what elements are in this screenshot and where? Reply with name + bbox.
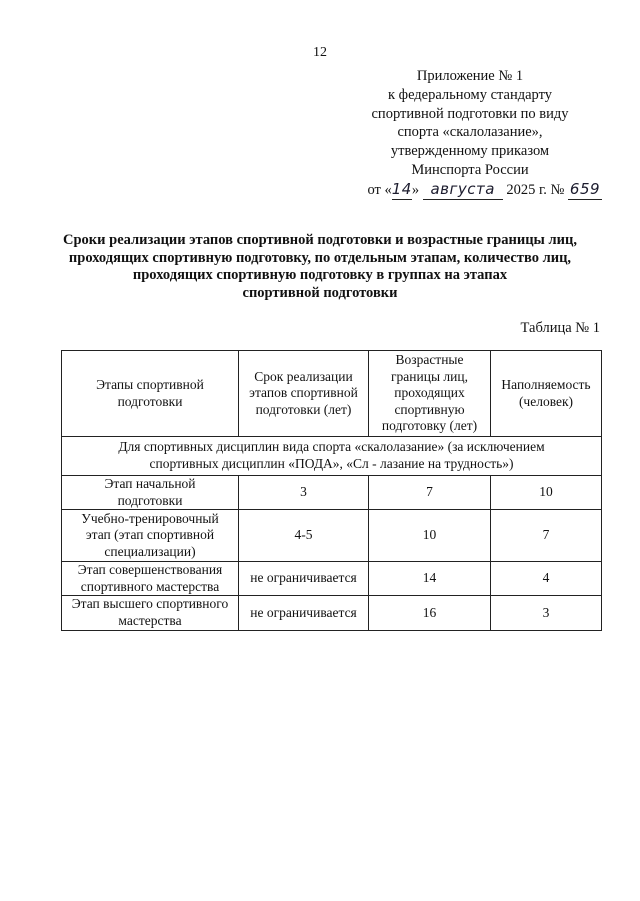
- order-day-handwritten: 14: [391, 179, 412, 198]
- title-line: проходящих спортивную подготовку, по отдельным этапам, количество лиц,: [68, 249, 572, 266]
- appendix-line: спортивной подготовки по виду: [371, 105, 569, 122]
- appendix-line: Приложение № 1: [416, 68, 524, 84]
- table-row: [62, 476, 602, 510]
- cell-duration: 4-5: [239, 510, 369, 562]
- table-label: Таблица № 1: [520, 320, 600, 336]
- cell-duration: не ограничивается: [239, 596, 369, 630]
- appendix-line: спорта «скалолазание»,: [397, 124, 543, 141]
- header-age: Возрастные границы лиц, проходящих спортивную подготовку (лет): [369, 351, 491, 437]
- table-header-row: [62, 351, 602, 437]
- cell-size: 10: [491, 476, 602, 510]
- header-stage: Этапы спортивной подготовки: [62, 351, 239, 437]
- cell-stage: Этап совершенствования спортивного мастерства: [62, 562, 239, 596]
- cell-duration: 3: [239, 476, 369, 510]
- cell-stage: Этап начальной подготовки: [62, 476, 239, 510]
- order-prefix: от «: [367, 181, 392, 198]
- cell-duration: не ограничивается: [239, 562, 369, 596]
- order-year: 2025 г. №: [506, 181, 565, 198]
- appendix-block: [340, 67, 600, 200]
- cell-age: 10: [369, 510, 491, 562]
- section-caption: Для спортивных дисциплин вида спорта «скалолазание» (за исключением спортивных дисциплин «ПОДА», «Сл - лазание на трудность»): [62, 437, 602, 476]
- cell-size: 7: [491, 510, 602, 562]
- appendix-line: к федеральному стандарту: [388, 86, 552, 103]
- table-row: [62, 596, 602, 630]
- cell-size: 4: [491, 562, 602, 596]
- appendix-line: Минспорта России: [411, 161, 529, 178]
- order-mid: »: [411, 181, 420, 198]
- header-duration: Срок реализации этапов спортивной подготовки (лет): [239, 351, 369, 437]
- title-line: Сроки реализации этапов спортивной подготовки и возрастные границы лиц,: [63, 232, 577, 248]
- cell-age: 14: [369, 562, 491, 596]
- stages-table: [61, 350, 602, 631]
- table-row: [62, 562, 602, 596]
- order-month-handwritten: августа: [423, 180, 503, 200]
- order-reference: [340, 180, 602, 200]
- title-line: проходящих спортивную подготовку в группах на этапах: [132, 267, 508, 284]
- appendix-line: утвержденному приказом: [390, 143, 550, 160]
- table-row: [62, 510, 602, 562]
- cell-age: 7: [369, 476, 491, 510]
- title-line: спортивной подготовки: [242, 284, 398, 301]
- cell-stage: Учебно-тренировочный этап (этап спортивной специализации): [62, 510, 239, 562]
- cell-age: 16: [369, 596, 491, 630]
- order-number-handwritten: 659: [569, 179, 601, 198]
- cell-stage: Этап высшего спортивного мастерства: [62, 596, 239, 630]
- cell-size: 3: [491, 596, 602, 630]
- table-section-row: [62, 437, 602, 476]
- document-title: [30, 232, 610, 302]
- header-size: Наполняемость (человек): [491, 351, 602, 437]
- page-number: 12: [313, 45, 327, 60]
